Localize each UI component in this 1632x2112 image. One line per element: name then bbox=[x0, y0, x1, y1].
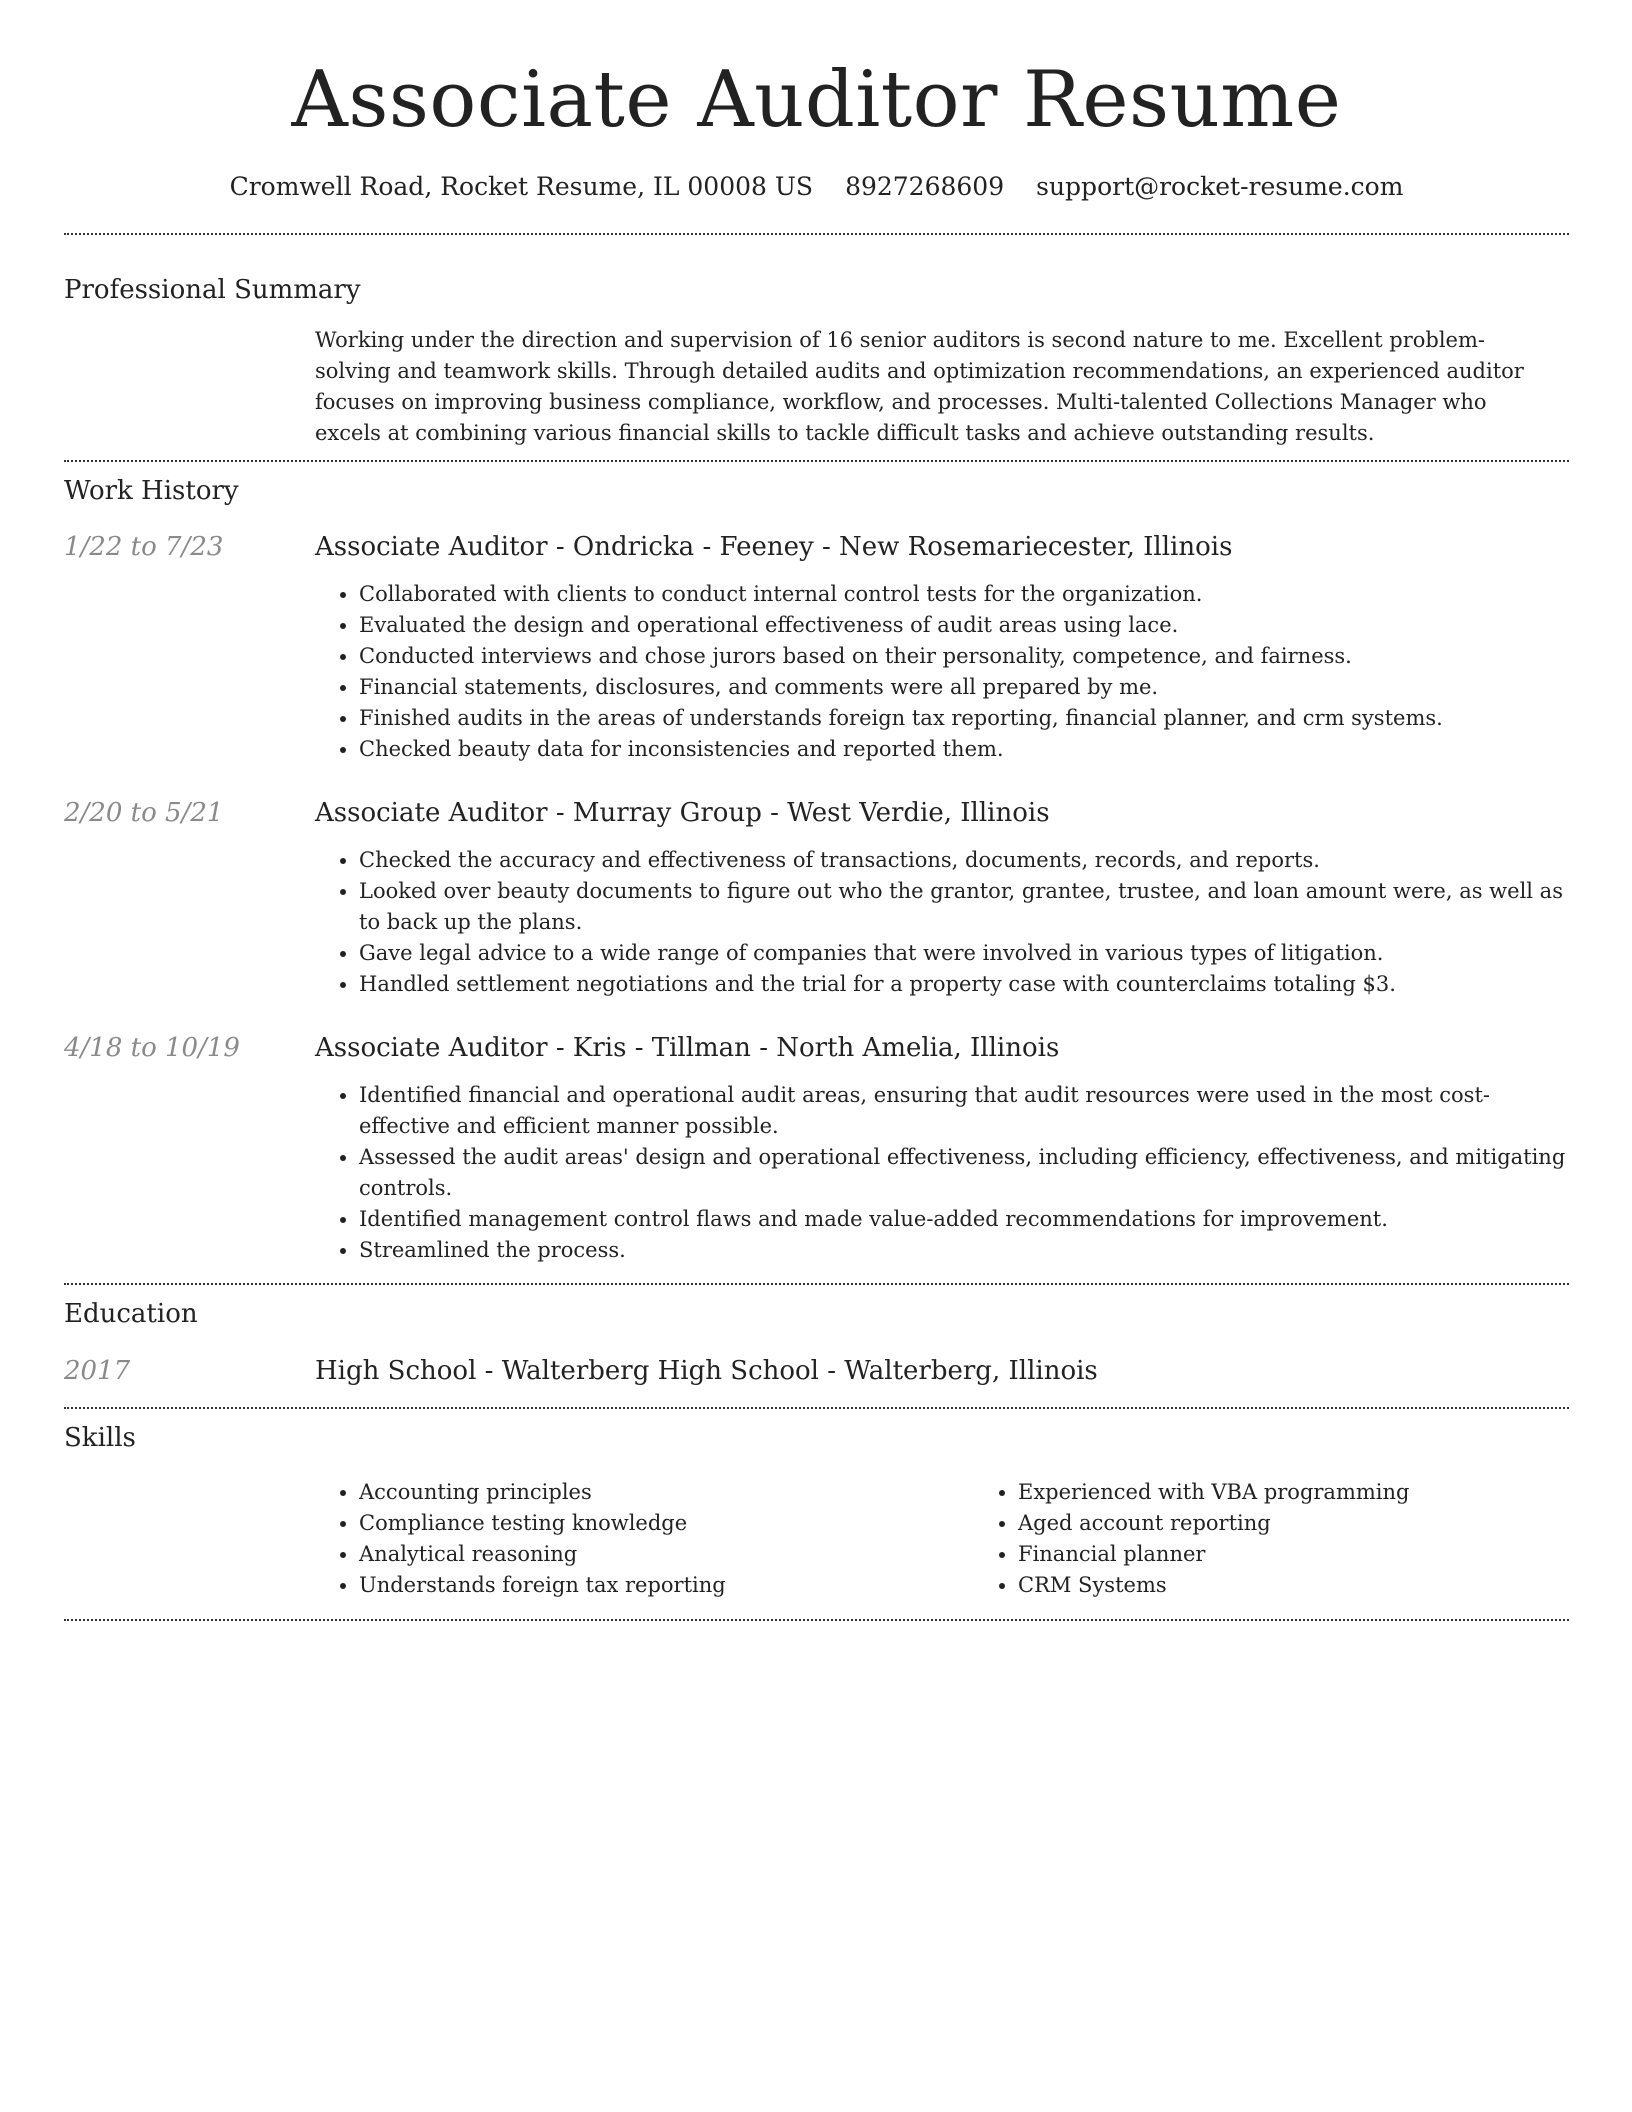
divider bbox=[64, 233, 1569, 235]
education-heading: High School - Walterberg High School - Walterberg, Illinois bbox=[315, 1356, 1098, 1386]
address-text: Cromwell Road, Rocket Resume, IL 00008 US bbox=[229, 172, 814, 201]
list-item: • Checked beauty data for inconsistencies and reported them. bbox=[359, 734, 1569, 765]
job-dates: 1/22 to 7/23 bbox=[64, 532, 224, 562]
list-item: • Collaborated with clients to conduct internal control tests for the organization. bbox=[359, 579, 1569, 610]
education-year: 2017 bbox=[64, 1356, 131, 1386]
job-heading: Associate Auditor - Ondricka - Feeney - New Rosemariecester, Illinois bbox=[315, 532, 1233, 562]
education-entry bbox=[64, 1356, 1569, 1386]
list-item: • Evaluated the design and operational effectiveness of audit areas using lace. bbox=[359, 610, 1569, 641]
list-item: • Checked the accuracy and effectiveness of transactions, documents, records, and reports. bbox=[359, 845, 1569, 876]
list-item: • Accounting principles bbox=[359, 1477, 974, 1508]
job-bullets bbox=[315, 845, 1569, 1000]
list-item: • CRM Systems bbox=[1018, 1570, 1632, 1601]
skills-grid bbox=[315, 1477, 1632, 1601]
resume-title: Associate Auditor Resume bbox=[291, 55, 1342, 145]
divider bbox=[64, 1619, 1569, 1621]
email-text: support@rocket-resume.com bbox=[1036, 172, 1404, 201]
contact-line bbox=[64, 172, 1569, 202]
list-item: • Assessed the audit areas' design and operational effectiveness, including efficiency, effectiveness, and mitigating controls. bbox=[359, 1142, 1569, 1204]
list-item: • Identified financial and operational audit areas, ensuring that audit resources were used in the most cost-effective and efficient manner possible. bbox=[359, 1080, 1569, 1142]
list-item: • Gave legal advice to a wide range of companies that were involved in various types of litigation. bbox=[359, 938, 1569, 969]
skills-list-left bbox=[315, 1477, 974, 1601]
job-dates: 2/20 to 5/21 bbox=[64, 798, 224, 828]
summary-text: Working under the direction and supervision of 16 senior auditors is second nature to me. Excellent problem-solving and teamwork skills. Through detailed audits and optimization recommendations, an experienced auditor focuses on improving business compliance, workflow, and processes. Multi-talented Collections Manager who excels at combining various financial skills to tackle difficult tasks and achieve outstanding results. bbox=[315, 328, 1524, 445]
skills-row bbox=[64, 1477, 1569, 1601]
resume-page bbox=[64, 0, 1569, 1621]
section-title-work: Work History bbox=[64, 476, 239, 506]
divider bbox=[64, 460, 1569, 462]
list-item: • Looked over beauty documents to figure out who the grantor, grantee, trustee, and loan amount were, as well as to back up the plans. bbox=[359, 876, 1569, 938]
list-item: • Understands foreign tax reporting bbox=[359, 1570, 974, 1601]
list-item: • Handled settlement negotiations and the trial for a property case with counterclaims totaling $3. bbox=[359, 969, 1569, 1000]
job-entry bbox=[64, 532, 1569, 765]
list-item: • Experienced with VBA programming bbox=[1018, 1477, 1632, 1508]
list-item: • Financial statements, disclosures, and comments were all prepared by me. bbox=[359, 672, 1569, 703]
list-item: • Finished audits in the areas of understands foreign tax reporting, financial planner, and crm systems. bbox=[359, 703, 1569, 734]
divider bbox=[64, 1283, 1569, 1285]
job-bullets bbox=[315, 579, 1569, 765]
list-item: • Conducted interviews and chose jurors based on their personality, competence, and fairness. bbox=[359, 641, 1569, 672]
section-title-summary: Professional Summary bbox=[64, 275, 361, 305]
section-title-skills: Skills bbox=[64, 1423, 136, 1453]
summary-row bbox=[64, 325, 1569, 449]
job-heading: Associate Auditor - Kris - Tillman - North Amelia, Illinois bbox=[315, 1033, 1060, 1063]
job-dates: 4/18 to 10/19 bbox=[64, 1033, 240, 1063]
job-heading: Associate Auditor - Murray Group - West Verdie, Illinois bbox=[315, 798, 1050, 828]
phone-text: 8927268609 bbox=[845, 172, 1005, 201]
job-bullets bbox=[315, 1080, 1569, 1266]
job-entry bbox=[64, 798, 1569, 1000]
list-item: • Identified management control flaws and made value-added recommendations for improvement. bbox=[359, 1204, 1569, 1235]
divider bbox=[64, 1407, 1569, 1409]
skills-list-right bbox=[974, 1477, 1632, 1601]
job-entry bbox=[64, 1033, 1569, 1266]
list-item: • Streamlined the process. bbox=[359, 1235, 1569, 1266]
list-item: • Financial planner bbox=[1018, 1539, 1632, 1570]
section-title-education: Education bbox=[64, 1299, 198, 1329]
list-item: • Aged account reporting bbox=[1018, 1508, 1632, 1539]
list-item: • Analytical reasoning bbox=[359, 1539, 974, 1570]
list-item: • Compliance testing knowledge bbox=[359, 1508, 974, 1539]
